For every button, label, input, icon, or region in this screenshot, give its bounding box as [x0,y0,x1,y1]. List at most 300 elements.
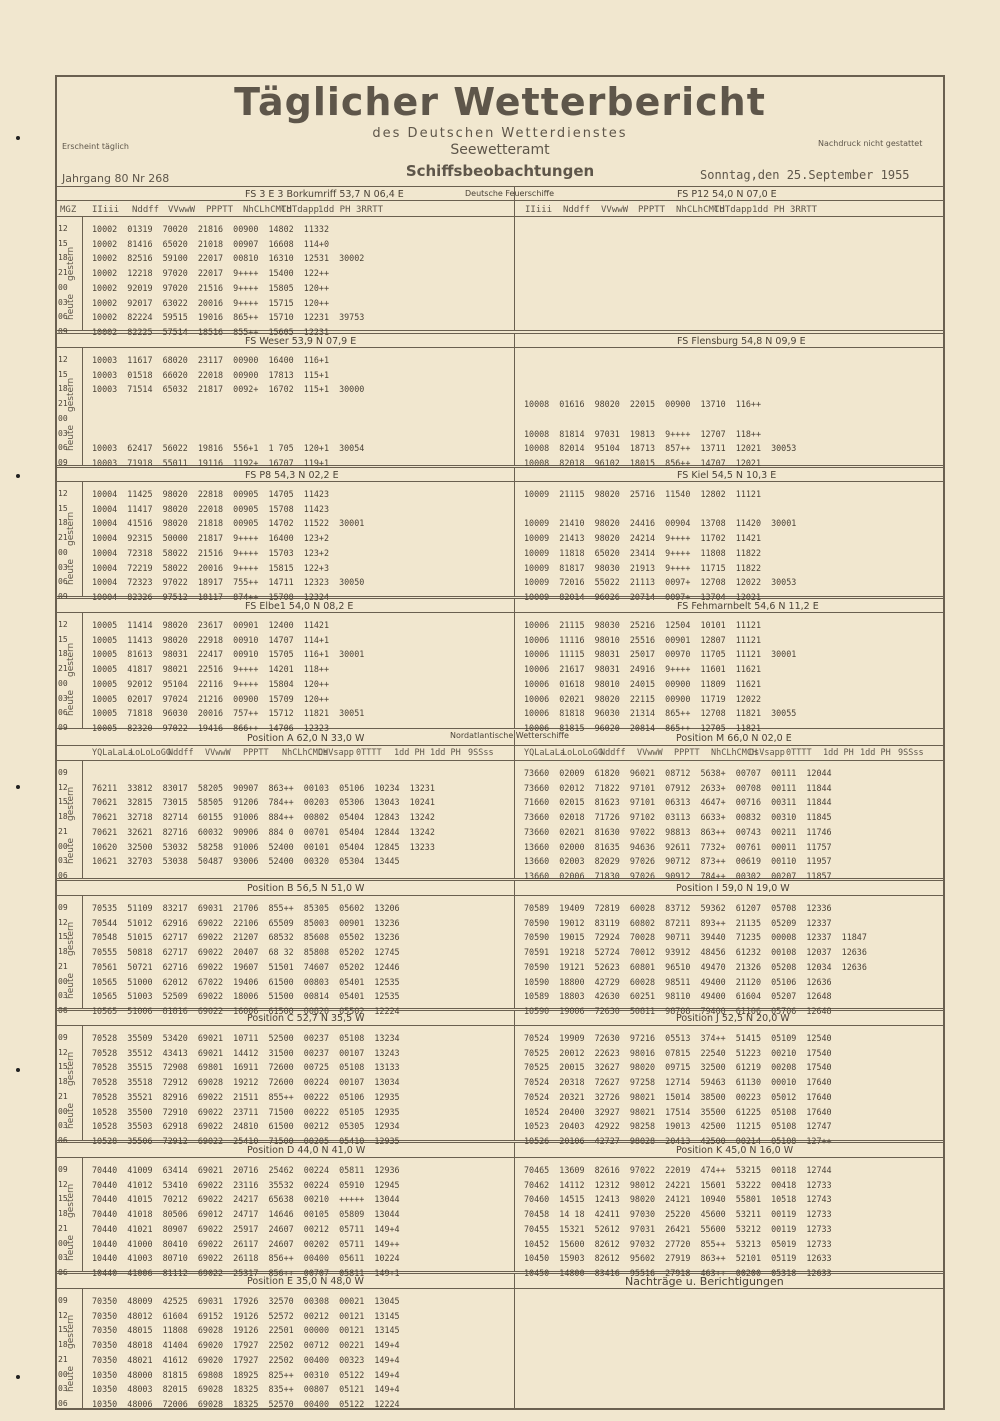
issue-date: Sonntag,den 25.September 1955 [700,168,910,182]
column-rule [514,186,515,330]
observation-row: 13660 02000 81635 94636 92611 7732+ 00761 00011 11757 [524,841,832,852]
column-rule [82,347,83,465]
observation-row: 70524 19909 72630 97216 05513 374++ 51415 05109 12540 [524,1033,832,1043]
observation-row: 10008 81814 97031 19813 9++++ 12707 118++ [524,428,761,439]
observation-row: 70621 32621 82716 60032 90906 884 0 00701 05404 12844 13242 [92,826,435,837]
station-name-right: FS Flensburg 54,8 N 09,9 E [677,336,806,347]
hour-label: 12 [58,620,68,629]
observation-row: 10590 18800 42729 60028 98511 49400 21120 05106 12636 [524,976,832,987]
rule [55,880,945,881]
column-rule [514,1010,515,1140]
observation-row: 70440 41012 53410 69022 23116 35532 00224 05910 12945 [92,1179,400,1190]
hour-label: 21 [58,1354,68,1364]
day-label-heute: heute [66,838,76,865]
hour-label: 15 [58,932,68,942]
page-title: Täglicher Wetterbericht [234,80,766,124]
observation-row: 10008 82014 95104 18713 857++ 13711 12021 30053 [524,443,797,454]
hour-label: 06 [58,443,68,453]
nachtraege-title: Nachträge u. Berichtigungen [625,1275,784,1288]
observation-row: 10005 11414 98020 23617 00901 12400 11421 [92,620,329,630]
hour-label: 03 [58,1253,68,1263]
observation-row: 10009 82014 96026 20714 0097+ 13704 12021 [524,591,761,602]
ws-col-header-right: 1dd PH [823,748,854,758]
hour-label: 03 [58,1121,68,1131]
hour-label: 12 [58,489,68,498]
hour-label: 15 [58,503,68,513]
day-label-heute: heute [66,1366,76,1393]
hour-label: 15 [58,238,68,248]
observation-row: 10003 71918 55011 19116 1192+ 16707 119+1 [92,457,329,468]
observation-row: 70350 48021 41612 69020 17927 22502 00400 00323 149+4 [92,1354,400,1365]
observation-row: 10004 11417 98020 22018 00905 15708 11423 [92,503,329,514]
observation-row: 70460 14515 12413 98020 24121 10940 55801 10518 12743 [524,1194,832,1205]
observation-row: 10565 51000 62012 67022 19406 61500 00803 05401 12535 [92,976,400,987]
observation-row: 10002 12218 97020 22017 9++++ 15400 122++ [92,268,329,279]
observation-row: 10005 71818 96030 20016 757++ 15712 11821 30051 [92,708,365,719]
station-name-left: FS P8 54,3 N 02,2 E [245,470,339,481]
day-label-gestern: gestern [66,921,76,957]
hour-label: 00 [58,547,68,557]
ws-col-header-left: PPPTT [243,748,269,758]
rule [55,186,945,187]
ws-col-header-left: DsVsapp [318,748,354,758]
observation-row: 10524 20400 32927 98021 17514 35500 61225 05108 17640 [524,1106,832,1117]
observation-row: 10003 62417 56022 19816 556+1 1 705 120+1 30054 [92,443,365,454]
rule [55,895,945,896]
observation-row: 10002 01319 70020 21816 00900 14802 11332 [92,224,329,234]
observation-row: 10590 19006 72630 50811 98708 79400 61106 05706 12648 [524,1005,832,1016]
day-label-gestern: gestern [66,642,76,678]
wetterschiffe-title: Nordatlantische Wetterschiffe [450,731,569,740]
observation-row: 70555 50818 62717 69022 20407 68 32 85808 05202 12745 [92,947,400,958]
observation-row: 70525 20015 32627 98020 09715 32500 61219 00208 17540 [524,1062,832,1073]
station-name-right: FS P12 54,0 N 07,0 E [677,189,777,200]
fs-col-header-left: PPPTT [206,205,234,215]
hour-label: 15 [58,369,68,379]
observation-row: 10009 21115 98020 25716 11540 12802 11121 [524,489,761,499]
hour-label: 21 [58,1223,68,1233]
column-rule [514,333,515,465]
observation-row: 70525 20012 22623 98016 07815 22540 51223 00210 17540 [524,1047,832,1058]
observation-row: 71660 02015 81623 97101 06313 4647+ 00716 00311 11844 [524,797,832,808]
ws-col-header-right: DsVsapp [749,748,785,758]
observation-row: 13660 02006 71830 97026 90912 784++ 00302 00207 11857 [524,870,832,881]
hour-label: 12 [58,782,68,792]
observation-row: 10350 48000 81815 69808 18925 825++ 00310 05122 149+4 [92,1369,400,1380]
ws-col-header-left: 9SSss [468,748,494,758]
hour-label: 12 [58,1310,68,1320]
mgz-header: MGZ [60,205,77,215]
rule [55,216,945,217]
hour-label: 00 [58,413,68,423]
rule [55,1157,945,1158]
fs-col-header-left: Nddff [132,205,160,215]
fs-col-header-left: IIiii [92,205,120,215]
rule [55,1142,945,1143]
ws-col-header-right: YQLaLaLa [524,748,565,758]
day-label-heute: heute [66,1235,76,1262]
ws-col-header-left: 0TTTT [356,748,382,758]
observation-row: 70350 48012 61604 69152 19126 52572 00212 00121 13145 [92,1310,400,1321]
section-title: Schiffsbeobachtungen [405,162,595,180]
column-rule [514,880,515,1008]
day-label-gestern: gestern [66,511,76,547]
observation-row: 10008 01616 98020 22015 00900 13710 116++ [524,399,761,410]
observation-row: 10004 82326 97512 18117 874++ 15708 12324 [92,591,329,602]
observation-row: 70455 15321 52612 97031 26421 55600 53212 00119 12733 [524,1223,832,1234]
position-name-left: Position D 44,0 N 41,0 W [247,1145,366,1156]
subtitle: des Deutschen Wetterdienstes [372,126,628,141]
observation-row: 10002 92019 97020 21516 9++++ 15805 120++ [92,282,329,293]
column-rule [514,1273,515,1410]
hour-label: 15 [58,1325,68,1335]
rule [55,745,945,746]
observation-row: 10620 32500 53032 58258 91006 52400 00101 05404 12845 13233 [92,841,435,852]
observation-row: 70621 32718 82714 60155 91006 884++ 00802 05404 12843 13242 [92,812,435,823]
hour-label: 15 [58,1194,68,1204]
hour-label: 06 [58,1005,68,1015]
observation-row: 10003 11617 68020 23117 00900 16400 116+1 [92,355,329,365]
hour-label: 18 [58,518,68,528]
column-rule [82,1288,83,1410]
hour-label: 00 [58,976,68,986]
rule [55,612,945,613]
observation-row: 70528 35515 72908 69801 16911 72600 00725 05108 13133 [92,1062,400,1073]
hour-label: 21 [58,826,68,836]
column-rule [82,895,83,1008]
observation-row: 70440 41009 63414 69021 20716 25462 00224 05811 12936 [92,1165,400,1175]
observation-row: 73660 02009 61820 96021 08712 5638+ 00707 00111 12044 [524,768,832,778]
hour-label: 18 [58,1340,68,1350]
ws-col-header-right: 1dd PH [860,748,891,758]
hour-label: 18 [58,1209,68,1219]
hour-label: 06 [58,870,68,880]
observation-row: 70350 48015 11808 69028 19126 22501 00000 00121 13145 [92,1325,400,1336]
hour-label: 18 [58,384,68,394]
position-name-left: Position C 52,7 N 35,5 W [247,1013,365,1024]
observation-row: 10440 41006 81112 69022 25317 856++ 00707 05811 149+1 [92,1267,400,1278]
fs-col-header-right: NhCLhCMCH [676,205,725,215]
rule [55,1010,945,1011]
ws-col-header-right: Nddff [600,748,626,758]
rule [55,598,945,599]
ws-col-header-left: VVwwW [205,748,231,758]
hour-label: 00 [58,282,68,292]
observation-row: 73660 02012 71822 97101 07912 2633+ 00708 00111 11844 [524,782,832,793]
observation-row: 10004 11425 98020 22818 00905 14705 11423 [92,489,329,499]
rule [55,467,945,468]
hour-label: 09 [58,903,68,912]
observation-row: 10009 21410 98020 24416 00904 13708 11420 30001 [524,518,797,529]
hour-label: 21 [58,1091,68,1101]
ws-col-header-left: Nddff [168,748,194,758]
hour-label: 09 [58,326,68,336]
hour-label: 06 [58,1398,68,1408]
position-name-right: Position M 66,0 N 02,0 E [676,733,792,744]
observation-row: 70544 51012 62916 69022 22106 65509 85003 00901 13236 [92,917,400,928]
observation-row: 10009 81817 98030 21913 9++++ 11715 11822 [524,562,761,573]
observation-row: 10006 11116 98010 25516 00901 12807 11121 [524,634,761,645]
hour-label: 00 [58,1238,68,1248]
fs-col-header-right: 1dd PH [752,205,785,215]
observation-row: 10528 35500 72910 69022 23711 71500 00222 05105 12935 [92,1106,400,1117]
hour-label: 18 [58,1077,68,1087]
position-name-left: Position E 35,0 N 48,0 W [247,1276,364,1287]
day-label-heute: heute [66,559,76,586]
column-rule [514,730,515,878]
observation-row: 70350 48018 41404 69020 17927 22502 00712 00221 149+4 [92,1340,400,1351]
observation-row: 10009 21413 98020 24214 9++++ 11702 11421 [524,533,761,544]
observation-row: 73660 02018 71726 97102 03113 6633+ 00832 00310 11845 [524,812,832,823]
hour-label: 03 [58,693,68,703]
observation-row: 70535 51109 83217 69031 21706 855++ 85305 05602 13206 [92,903,400,913]
hour-label: 21 [58,399,68,409]
ws-col-header-left: LoLoLoGG [130,748,171,758]
volume: Jahrgang 80 Nr 268 [62,172,170,185]
observation-row: 10526 20106 42727 98028 20413 42500 00214 05108 127++ [524,1135,832,1146]
observation-row: 10006 21115 98030 25216 12504 10101 11121 [524,620,761,630]
observation-row: 10003 01518 66020 22018 00900 17813 115+1 [92,369,329,380]
position-name-right: Position J 52,5 N 20,0 W [676,1013,790,1024]
station-name-left: FS Elbe1 54,0 N 08,2 E [245,601,354,612]
day-label-gestern: gestern [66,246,76,282]
day-label-gestern: gestern [66,377,76,413]
observation-row: 70621 32815 73015 58505 91206 784++ 00203 05306 13043 10241 [92,797,435,808]
hour-label: 06 [58,1135,68,1145]
fs-col-header-left: TdTdapp [281,205,319,215]
hour-label: 12 [58,1047,68,1057]
right-note: Nachdruck nicht gestattet [818,139,923,148]
observation-row: 10452 15600 82612 97032 27720 855++ 53213 05019 12733 [524,1238,832,1249]
column-rule [82,1025,83,1140]
rule [55,200,945,201]
position-name-right: Position K 45,0 N 16,0 W [676,1145,794,1156]
observation-row: 10003 71514 65032 21817 0092+ 16702 115+1 30000 [92,384,365,395]
day-label-gestern: gestern [66,1051,76,1087]
column-rule [82,1157,83,1271]
hour-label: 00 [58,678,68,688]
hour-label: 18 [58,253,68,263]
hour-label: 03 [58,428,68,438]
observation-row: 70524 20321 32726 98021 15014 38500 00223 05012 17640 [524,1091,832,1102]
observation-row: 10350 48003 82015 69028 18325 835++ 00807 05121 149+4 [92,1384,400,1395]
observation-row: 76211 33812 83017 58205 90907 863++ 00103 05106 10234 13231 [92,782,435,793]
office: Seewetteramt [450,142,550,158]
station-name-right: FS Kiel 54,5 N 10,3 E [677,470,777,481]
rule [55,333,945,334]
column-rule [514,467,515,596]
observation-row: 70465 13609 82616 97022 22019 474++ 53215 00118 12744 [524,1165,832,1175]
observation-row: 70591 19218 52724 70012 93912 48456 61232 00108 12037 12636 [524,947,867,958]
day-label-heute: heute [66,1103,76,1130]
observation-row: 10528 35506 72912 69022 25410 71500 00205 05410 12935 [92,1135,400,1146]
column-rule [82,612,83,728]
station-name-left: FS 3 E 3 Borkumriff 53,7 N 06,4 E [245,189,404,200]
hour-label: 09 [58,1296,68,1305]
hour-label: 15 [58,634,68,644]
observation-row: 73660 02021 81630 97022 98813 863++ 00743 00211 11746 [524,826,832,837]
station-name-right: FS Fehmarnbelt 54,6 N 11,2 E [677,601,819,612]
hour-label: 21 [58,533,68,543]
hour-label: 21 [58,268,68,278]
observation-row: 10450 15903 82612 95602 27919 863++ 52101 05119 12633 [524,1253,832,1264]
observation-row: 10006 81815 96020 20814 865++ 12705 11821 [524,722,761,733]
observation-row: 10005 11413 98020 22918 00910 14707 114+1 [92,634,329,645]
hour-label: 09 [58,722,68,732]
hour-label: 06 [58,708,68,718]
observation-row: 10009 72016 55022 21113 0097+ 12708 12022 30053 [524,577,797,588]
observation-row: 70548 51015 62717 69022 21207 68532 85608 05502 13236 [92,932,400,943]
hour-label: 06 [58,1267,68,1277]
column-rule [514,598,515,728]
hour-label: 12 [58,224,68,233]
observation-row: 10006 02021 98020 22115 00900 11719 12022 [524,693,761,704]
ws-col-header-right: 9SSss [898,748,924,758]
observation-row: 10002 82516 59100 22017 00810 16310 12531 30002 [92,253,365,264]
hour-label: 12 [58,917,68,927]
observation-row: 70590 19121 52623 60801 96510 49470 21326 05208 12034 12636 [524,961,867,972]
day-label-gestern: gestern [66,1183,76,1219]
hour-label: 09 [58,591,68,601]
day-label-heute: heute [66,690,76,717]
hour-label: 00 [58,1106,68,1116]
hour-label: 12 [58,1179,68,1189]
column-rule [82,760,83,878]
observation-row: 70528 35518 72912 69028 19212 72600 00224 00107 13034 [92,1077,400,1088]
hour-label: 09 [58,1033,68,1042]
ws-col-header-right: NhCLhCMCH [711,748,758,758]
hour-label: 00 [58,1369,68,1379]
fs-col-header-left: 3RRTT [356,205,384,215]
rule [55,760,945,761]
observation-row: 70524 20318 72627 97258 12714 59463 61130 00010 17640 [524,1077,832,1088]
hour-label: 15 [58,1062,68,1072]
observation-row: 10006 01618 98010 24015 00900 11809 11621 [524,678,761,689]
ws-col-header-left: 1dd PH [430,748,461,758]
hour-label: 03 [58,562,68,572]
observation-row: 10565 51003 52509 69022 18006 51500 00814 05401 12535 [92,991,400,1002]
hour-label: 18 [58,649,68,659]
column-rule [82,481,83,596]
position-name-left: Position A 62,0 N 33,0 W [247,733,365,744]
fs-col-header-right: IIiii [525,205,553,215]
day-label-gestern: gestern [66,1314,76,1350]
fs-col-header-right: VVwwW [601,205,629,215]
observation-row: 13660 02003 82029 97026 90712 873++ 00619 00110 11957 [524,856,832,867]
rule [55,481,945,482]
observation-row: 70350 48009 42525 69031 17926 32570 00308 00021 13045 [92,1296,400,1306]
observation-row: 70528 35509 53420 69021 10711 52500 00237 05108 13234 [92,1033,400,1043]
observation-row: 70528 35512 43413 69021 14412 31500 00237 00107 13243 [92,1047,400,1058]
hour-label: 09 [58,1165,68,1174]
column-rule [514,1142,515,1271]
observation-row: 10002 82225 57514 18516 855++ 15605 12231 [92,326,329,337]
position-name-right: Position I 59,0 N 19,0 W [676,883,790,894]
rule [55,1288,945,1289]
fs-col-header-left: VVwwW [168,205,196,215]
observation-row: 10002 92017 63022 20016 9++++ 15715 120++ [92,297,329,308]
hour-label: 09 [58,457,68,467]
ws-col-header-right: 0TTTT [786,748,812,758]
observation-row: 10004 41516 98020 21818 00905 14702 11522 30001 [92,518,365,529]
observation-row: 10005 82320 97022 19416 866++ 14706 12323 [92,722,329,733]
column-rule [82,216,83,330]
fs-col-header-right: 3RRTT [790,205,818,215]
ws-col-header-right: VVwwW [637,748,663,758]
fs-col-header-left: 1dd PH [318,205,351,215]
day-label-gestern: gestern [66,786,76,822]
observation-row: 10006 81818 96030 21314 865++ 12708 11821 30055 [524,708,797,719]
rule [55,1025,945,1026]
observation-row: 70528 35521 82916 69022 21511 855++ 00222 05106 12935 [92,1091,400,1102]
rule [55,347,945,348]
hour-label: 09 [58,768,68,777]
observation-row: 10005 92012 95104 22116 9++++ 15804 120++ [92,678,329,689]
observation-row: 10004 92315 50000 21817 9++++ 16400 123+2 [92,533,329,544]
hour-label: 06 [58,577,68,587]
fs-col-header-right: Nddff [563,205,591,215]
observation-row: 70561 50721 62716 69022 19607 51501 74607 05202 12446 [92,961,400,972]
hour-label: 03 [58,856,68,866]
ws-col-header-right: PPPTT [674,748,700,758]
observation-row: 10004 72219 58022 20016 9++++ 15815 122+3 [92,562,329,573]
observation-row: 10621 32703 53038 50487 93006 52400 00320 05304 13445 [92,856,400,867]
hour-label: 21 [58,961,68,971]
ws-col-header-left: YQLaLaLa [92,748,133,758]
observation-row: 10440 41000 80410 69022 26117 24607 00202 05711 149++ [92,1238,400,1249]
hour-label: 00 [58,841,68,851]
hour-label: 18 [58,947,68,957]
day-label-heute: heute [66,973,76,1000]
hour-label: 18 [58,812,68,822]
observation-row: 10006 11115 98031 25017 00970 11705 11121 30001 [524,649,797,660]
hour-label: 06 [58,312,68,322]
hour-label: 03 [58,1384,68,1394]
observation-row: 10450 14800 83416 95516 27918 463++ 00200 05318 12633 [524,1267,832,1278]
rule [55,1273,945,1274]
observation-row: 10002 81416 65020 21018 00907 16608 114+0 [92,238,329,249]
left-note: Erscheint täglich [62,142,129,151]
observation-row: 10008 82018 96102 18015 856++ 14707 12021 [524,457,761,468]
observation-row: 10006 21617 98031 24916 9++++ 11601 11621 [524,664,761,675]
observation-row: 10350 48006 72006 69028 18325 52570 00400 05122 12224 [92,1398,400,1409]
observation-row: 10005 02017 97024 21216 00900 15709 120++ [92,693,329,704]
observation-row: 10005 41817 98021 22516 9++++ 14201 118++ [92,664,329,675]
observation-row: 70440 41018 80506 69012 24717 14646 00105 05809 13044 [92,1209,400,1220]
feuerschiffe-title: Deutsche Feuerschiffe [465,189,555,198]
observation-row: 10004 72318 58022 21516 9++++ 15703 123+2 [92,547,329,558]
hour-label: 21 [58,664,68,674]
observation-row: 10005 81613 98031 22417 00910 15705 116+1 30001 [92,649,365,660]
observation-row: 10565 51006 81816 69022 16006 61500 00820 05502 12224 [92,1005,400,1016]
ws-col-header-left: NhCLhCMCH [282,748,329,758]
observation-row: 70440 41021 80907 69022 25917 24607 00212 05711 149+4 [92,1223,400,1234]
hour-label: 03 [58,297,68,307]
day-label-heute: heute [66,294,76,321]
observation-row: 10004 72323 97022 18917 755++ 14711 12323 30050 [92,577,365,588]
hour-label: 15 [58,797,68,807]
day-label-heute: heute [66,425,76,452]
observation-row: 10009 11818 65020 23414 9++++ 11808 11822 [524,547,761,558]
observation-row: 70440 41015 70212 69022 24217 65638 00210 +++++ 13044 [92,1194,400,1205]
observation-row: 10528 35503 62918 69022 24810 61500 00212 05305 12934 [92,1121,400,1132]
position-name-left: Position B 56,5 N 51,0 W [247,883,365,894]
ws-col-header-right: LoLoLoGG [562,748,603,758]
fs-col-header-left: NhCLhCMCH [243,205,292,215]
hour-label: 03 [58,991,68,1001]
observation-row: 10523 20403 42922 98258 19013 42500 11215 05108 12747 [524,1121,832,1132]
observation-row: 70462 14112 12312 98012 24221 15601 53222 00418 12733 [524,1179,832,1190]
